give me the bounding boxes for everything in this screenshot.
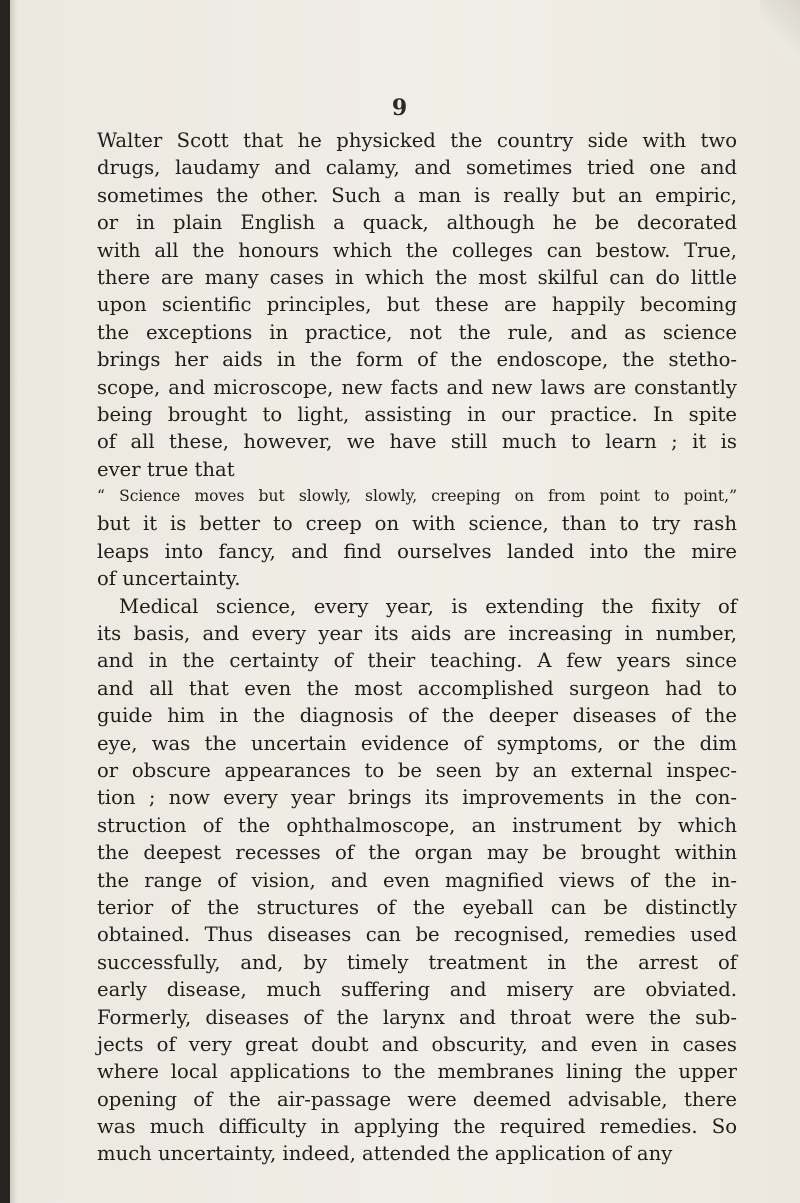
body-text xyxy=(97,127,737,1168)
text-line: opening of the air-passage were deemed advisable, there xyxy=(97,1087,737,1111)
text-line: sometimes the other. Such a man is really but an empiric, xyxy=(97,183,737,207)
text-line: being brought to light, assisting in our practice. In spite xyxy=(97,402,737,426)
text-line: terior of the structures of the eyeball can be distinctly xyxy=(97,895,737,919)
text-line: where local applications to the membranes lining the upper xyxy=(97,1060,737,1084)
text-line: obtained. Thus diseases can be recognised, remedies used xyxy=(97,923,737,947)
text-line: drugs, laudamy and calamy, and sometimes tried one and xyxy=(97,156,737,180)
text-line: or in plain English a quack, although he be decorated xyxy=(97,211,737,235)
text-line: upon scientific principles, but these are happily becoming xyxy=(97,293,737,317)
text-line: Walter Scott that he physicked the country side with two xyxy=(97,129,737,152)
text-line: successfully, and, by timely treatment in the arrest of xyxy=(97,950,737,974)
text-line: and all that even the most accomplished surgeon had to xyxy=(97,676,737,700)
text-line: tion ; now every year brings its improvements in the con- xyxy=(97,786,737,810)
text-line: struction of the ophthalmoscope, an instrument by which xyxy=(97,813,737,837)
text-line: was much difficulty in applying the required remedies. So xyxy=(97,1115,737,1139)
text-line: there are many cases in which the most skilful can do little xyxy=(97,265,737,289)
text-line: and in the certainty of their teaching. A few years since xyxy=(97,649,737,673)
text-line: Formerly, diseases of the larynx and throat were the sub- xyxy=(97,1005,737,1029)
quotation-line: “ Science moves but slowly, slowly, creeping on from point to point,” xyxy=(97,487,737,506)
text-line: with all the honours which the colleges can bestow. True, xyxy=(97,238,737,262)
text-line: the range of vision, and even magnified views of the in- xyxy=(97,868,737,892)
text-line: or obscure appearances to be seen by an external inspec- xyxy=(97,758,737,782)
text-line: scope, and microscope, new facts and new laws are constantly xyxy=(97,375,737,399)
text-line: guide him in the diagnosis of the deeper diseases of the xyxy=(97,704,737,728)
text-line: brings her aids in the form of the endoscope, the stetho- xyxy=(97,348,737,372)
text-line: eye, was the uncertain evidence of symptoms, or the dim xyxy=(97,731,737,755)
text-line: much uncertainty, indeed, attended the application of any xyxy=(97,1142,673,1166)
text-line: of all these, however, we have still much to learn ; it is xyxy=(97,430,737,454)
text-line: but it is better to creep on with science, than to try rash xyxy=(97,512,737,536)
text-line: of uncertainty. xyxy=(97,567,241,591)
text-line: the deepest recesses of the organ may be brought within xyxy=(97,841,737,865)
text-line: jects of very great doubt and obscurity, and even in cases xyxy=(97,1032,737,1056)
text-line: the exceptions in practice, not the rule, and as science xyxy=(97,320,737,344)
page-number: 9 xyxy=(391,95,409,121)
text-line: early disease, much suffering and misery are obviated. xyxy=(97,978,737,1002)
text-line: its basis, and every year its aids are increasing in number, xyxy=(97,622,737,646)
page-corner xyxy=(760,0,800,60)
paragraph-start-line: Medical science, every year, is extending the fixity of xyxy=(119,594,737,618)
binding-gutter xyxy=(0,0,10,1203)
text-line: leaps into fancy, and find ourselves landed into the mire xyxy=(97,539,737,563)
text-line: ever true that xyxy=(97,457,235,481)
